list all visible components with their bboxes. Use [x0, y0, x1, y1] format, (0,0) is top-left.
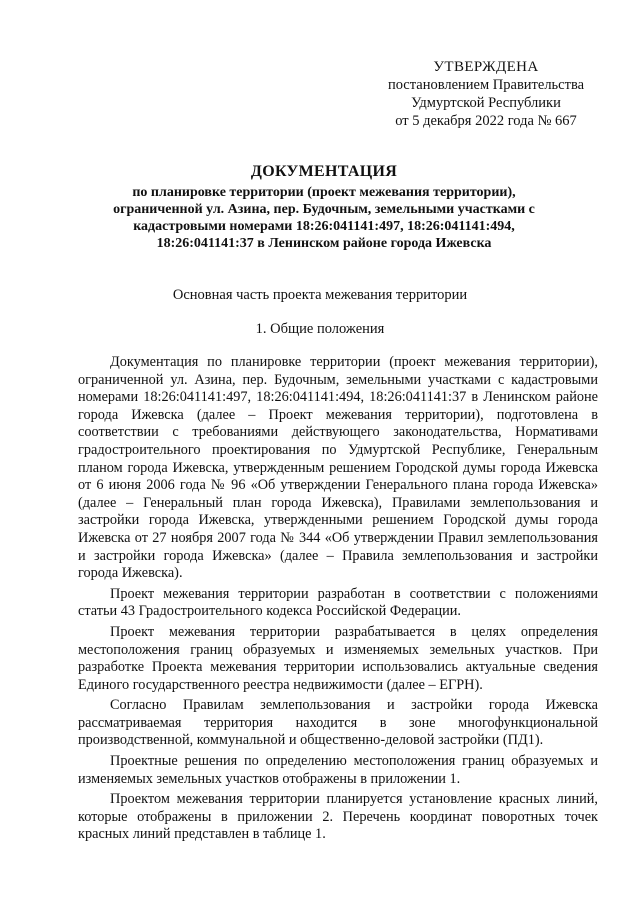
paragraph: Документация по планировке территории (проект межевания территории), ограниченной ул. Азина, пер. Будочным, земельными участками с кадастровыми номерами 18:26:041141:497, 18:26:041141:494, 18:26:041141:37 в Ленинском районе города Ижевска (далее – Проект межевания территории), подготовлена в соответствии с требованиями действующего законодательства, Нормативами градостроительного проектирования по Удмуртской Республике, Генеральным планом города Ижевска, утвержденным решением Городской думы города Ижевска от 6 июня 2006 года № 96 «Об утверждении Генерального плана города Ижевска» (далее – Генеральный план города Ижевска), Правилами землепользования и застройки города Ижевска, утвержденными решением Городской думы города Ижевска от 27 ноября 2007 года № 344 «Об утверждении Правил землепользования и застройки города Ижевска» (далее – Правила землепользования и застройки города Ижевска). [78, 354, 598, 582]
approval-title: УТВЕРЖДЕНА [433, 59, 539, 75]
paragraph: Проект межевания территории разработан в соответствии с положениями статьи 43 Градостроительного кодекса Российской Федерации. [78, 585, 598, 620]
approval-line-3: от 5 декабря 2022 года № 667 [395, 113, 577, 129]
paragraph: Согласно Правилам землепользования и застройки города Ижевска рассматриваемая территория находится в зоне многофункциональной производственной, коммунальной и общественно-деловой застройки (ПД1). [78, 697, 598, 749]
approval-line-1: постановлением Правительства [387, 77, 585, 93]
document-title: ДОКУМЕНТАЦИЯ [250, 163, 398, 180]
paragraph: Проектом межевания территории планируется установление красных линий, которые отображены в приложении 2. Перечень координат поворотных точек красных линий представлен в таблице 1. [78, 791, 598, 843]
paragraph: Проект межевания территории разрабатывается в целях определения местоположения границ образуемых и изменяемых земельных участков. При разработке Проекта межевания территории использовались актуальные сведения Единого государственного реестра недвижимости (далее – ЕГРН). [78, 623, 598, 693]
part-title: Основная часть проекта межевания территории [172, 287, 468, 303]
body-text [78, 354, 598, 847]
approval-block [368, 58, 604, 130]
document-header [96, 162, 552, 252]
approval-line-2: Удмуртской Республики [411, 95, 561, 111]
section-title: 1. Общие положения [255, 321, 385, 337]
paragraph: Проектные решения по определению местоположения границ образуемых и изменяемых земельных участков отображены в приложении 1. [78, 753, 598, 787]
document-subtitle: по планировке территории (проект межевания территории), ограниченной ул. Азина, пер. Будочным, земельными участками с кадастровыми номерами 18:26:041141:497, 18:26:041141:494, 18:26:041141:37 в Ленинском районе города Ижевска [113, 185, 535, 251]
